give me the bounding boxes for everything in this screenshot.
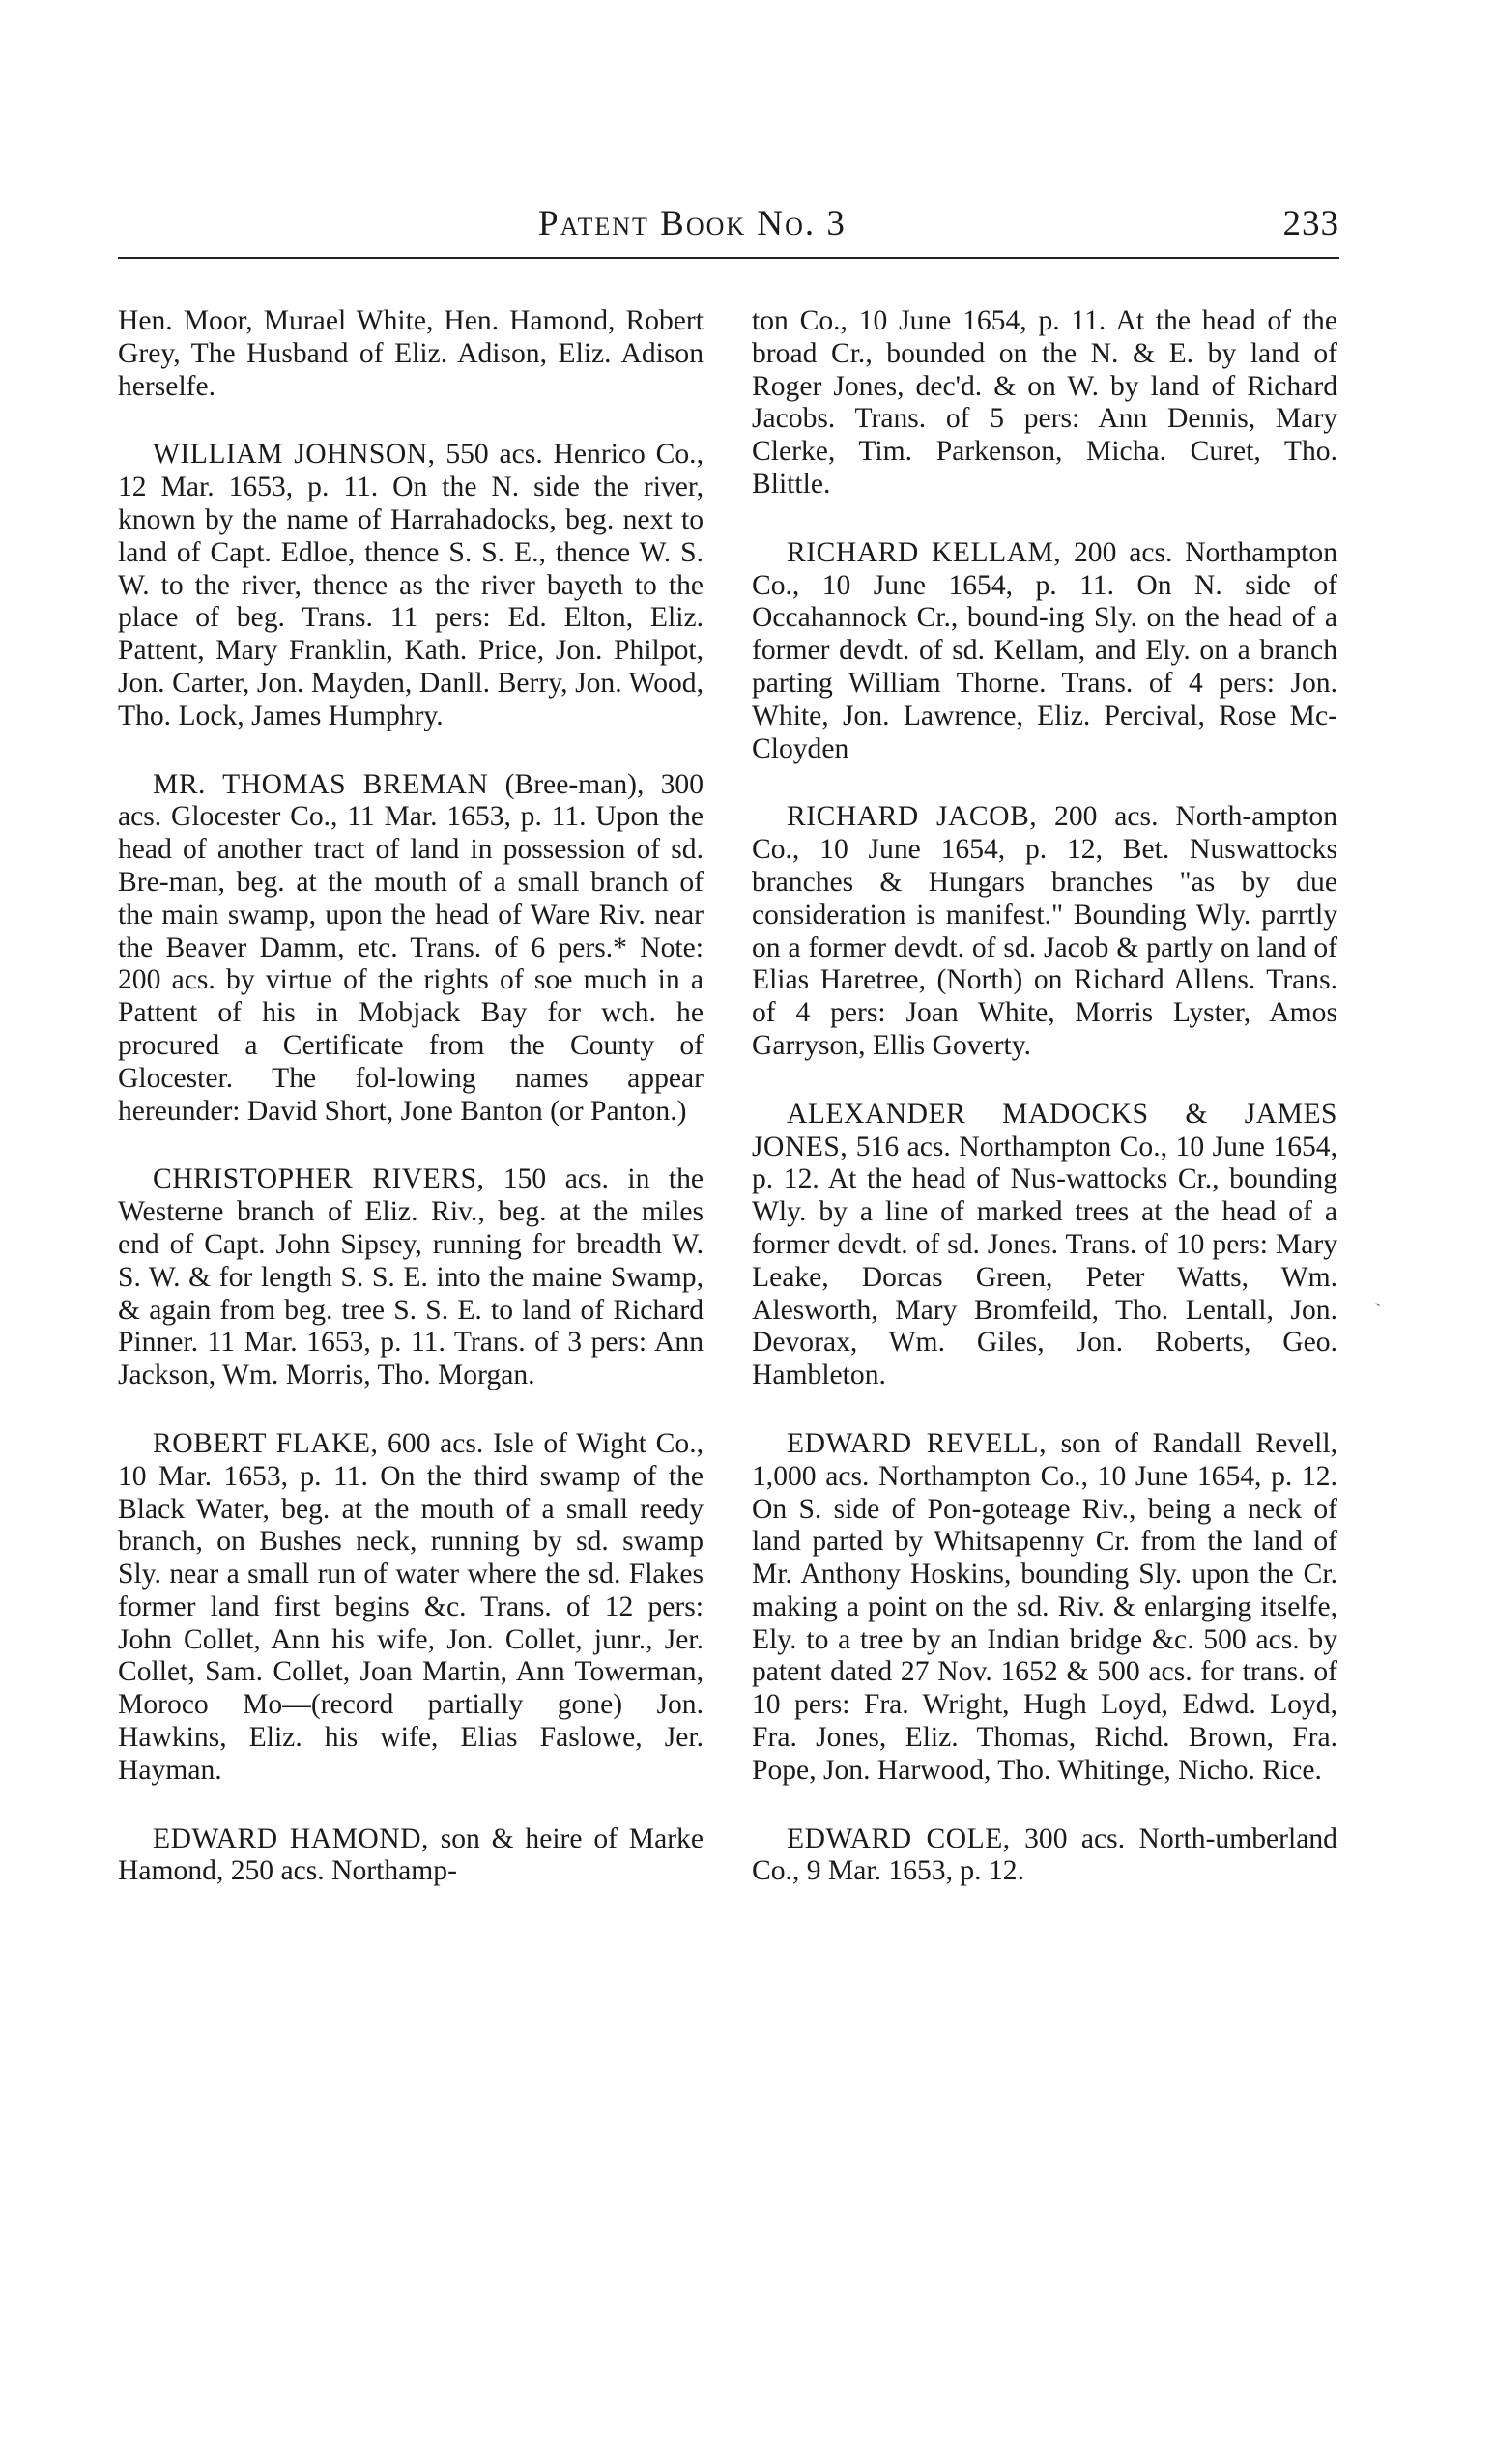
stray-mark: `	[1374, 1299, 1382, 1323]
entry-name: EDWARD HAMOND,	[153, 1822, 429, 1854]
right-column	[752, 305, 1337, 1888]
entry-name: EDWARD REVELL,	[787, 1427, 1048, 1459]
entry-richard-kellam: RICHARD KELLAM, 200 acs. Northampton Co., 10 June 1654, p. 11. On N. side of Occahannock Cr., bound-ing Sly. on the head of a former devdt. of sd. Kellam, and Ely. on a branch parting William Thorne. Trans. of 4 pers: Jon. White, Jon. Lawrence, Eliz. Percival, Rose Mc-Cloyden	[752, 536, 1337, 764]
entry-continuation: Hen. Moor, Murael White, Hen. Hamond, Robert Grey, The Husband of Eliz. Adison, Eliz. Adison herselfe.	[118, 305, 704, 402]
entry-name: WILLIAM JOHNSON,	[153, 439, 436, 471]
entry-richard-jacob: RICHARD JACOB, 200 acs. North-ampton Co., 10 June 1654, p. 12, Bet. Nuswattocks branches & Hungars branches "as by due consideration is manifest." Bounding Wly. parrtly on a former devdt. of sd. Jacob & partly on land of Elias Haretree, (North) on Richard Allens. Trans. of 4 pers: Joan White, Morris Lyster, Amos Garryson, Ellis Goverty.	[752, 801, 1337, 1061]
entry-name: ROBERT FLAKE,	[153, 1427, 379, 1459]
entry-name: EDWARD COLE,	[787, 1822, 1011, 1854]
entry-name: ALEXANDER MADOCKS & JAMES JONES,	[752, 1098, 1337, 1162]
left-column	[118, 305, 704, 1888]
entry-madocks-jones: ALEXANDER MADOCKS & JAMES JONES, 516 acs. Northampton Co., 10 June 1654, p. 12. At the head of Nus-wattocks Cr., bounding Wly. by a line of marked trees at the head of a former devdt. of sd. Jones. Trans. of 10 pers: Mary Leake, Dorcas Green, Peter Watts, Wm. Alesworth, Mary Bromfeild, Tho. Lentall, Jon. Devorax, Wm. Giles, Jon. Roberts, Geo. Hambleton.	[752, 1098, 1337, 1391]
entry-robert-flake: ROBERT FLAKE, 600 acs. Isle of Wight Co., 10 Mar. 1653, p. 11. On the third swamp of the Black Water, beg. at the mouth of a small reedy branch, on Bushes neck, running by sd. swamp Sly. near a small run of water where the sd. Flakes former land first begins &c. Trans. of 12 pers: John Collet, Ann his wife, Jon. Collet, junr., Jer. Collet, Sam. Collet, Joan Martin, Ann Towerman, Moroco Mo—(record partially gone) Jon. Hawkins, Eliz. his wife, Elias Faslowe, Jer. Hayman.	[118, 1427, 704, 1786]
page-header	[118, 203, 1339, 255]
entry-edward-hamond: EDWARD HAMOND, son & heire of Marke Hamond, 250 acs. Northamp-	[118, 1822, 704, 1887]
entry-edward-revell: EDWARD REVELL, son of Randall Revell, 1,000 acs. Northampton Co., 10 June 1654, p. 12. On S. side of Pon-goteage Riv., being a neck of land parted by Whitsapenny Cr. from the land of Mr. Anthony Hoskins, bounding Sly. upon the Cr. making a point on the sd. Riv. & enlarging itselfe, Ely. to a tree by an Indian bridge &c. 500 acs. by patent dated 27 Nov. 1652 & 500 acs. for trans. of 10 pers: Fra. Wright, Hugh Loyd, Edwd. Loyd, Fra. Jones, Eliz. Thomas, Richd. Brown, Fra. Pope, Jon. Harwood, Tho. Whitinge, Nicho. Rice.	[752, 1427, 1337, 1786]
entry-william-johnson: WILLIAM JOHNSON, 550 acs. Henrico Co., 12 Mar. 1653, p. 11. On the N. side the river, known by the name of Harrahadocks, beg. next to land of Capt. Edloe, thence S. S. E., thence W. S. W. to the river, thence as the river bayeth to the place of beg. Trans. 11 pers: Ed. Elton, Eliz. Pattent, Mary Franklin, Kath. Price, Jon. Philpot, Jon. Carter, Jon. Mayden, Danll. Berry, Jon. Wood, Tho. Lock, James Humphry.	[118, 439, 704, 731]
entry-christopher-rivers: CHRISTOPHER RIVERS, 150 acs. in the Westerne branch of Eliz. Riv., beg. at the miles end of Capt. John Sipsey, running for breadth W. S. W. & for length S. S. E. into the maine Swamp, & again from beg. tree S. S. E. to land of Richard Pinner. 11 Mar. 1653, p. 11. Trans. of 3 pers: Ann Jackson, Wm. Morris, Tho. Morgan.	[118, 1163, 704, 1391]
entry-name: MR. THOMAS BREMAN	[153, 768, 489, 800]
page-number: 233	[1282, 204, 1339, 244]
running-title: Patent Book No. 3	[538, 204, 847, 244]
entry-name: RICHARD KELLAM,	[787, 536, 1062, 568]
entry-name: RICHARD JACOB,	[787, 801, 1038, 833]
entry-continuation: ton Co., 10 June 1654, p. 11. At the head of the broad Cr., bounded on the N. & E. by land of Roger Jones, dec'd. & on W. by land of Richard Jacobs. Trans. of 5 pers: Ann Dennis, Mary Clerke, Tim. Parkenson, Micha. Curet, Tho. Blittle.	[752, 305, 1337, 500]
entry-edward-cole: EDWARD COLE, 300 acs. North-umberland Co., 9 Mar. 1653, p. 12.	[752, 1822, 1337, 1887]
header-rule	[118, 257, 1339, 259]
entry-thomas-breman: MR. THOMAS BREMAN (Bree-man), 300 acs. Glocester Co., 11 Mar. 1653, p. 11. Upon the head of another tract of land in possession of sd. Bre-man, beg. at the mouth of a small branch of the main swamp, upon the head of Ware Riv. near the Beaver Damm, etc. Trans. of 6 pers.* Note: 200 acs. by virtue of the rights of soe much in a Pattent of his in Mobjack Bay for wch. he procured a Certificate from the County of Glocester. The fol-lowing names appear hereunder: David Short, Jone Banton (or Panton.)	[118, 768, 704, 1127]
entry-name: CHRISTOPHER RIVERS,	[153, 1163, 485, 1195]
